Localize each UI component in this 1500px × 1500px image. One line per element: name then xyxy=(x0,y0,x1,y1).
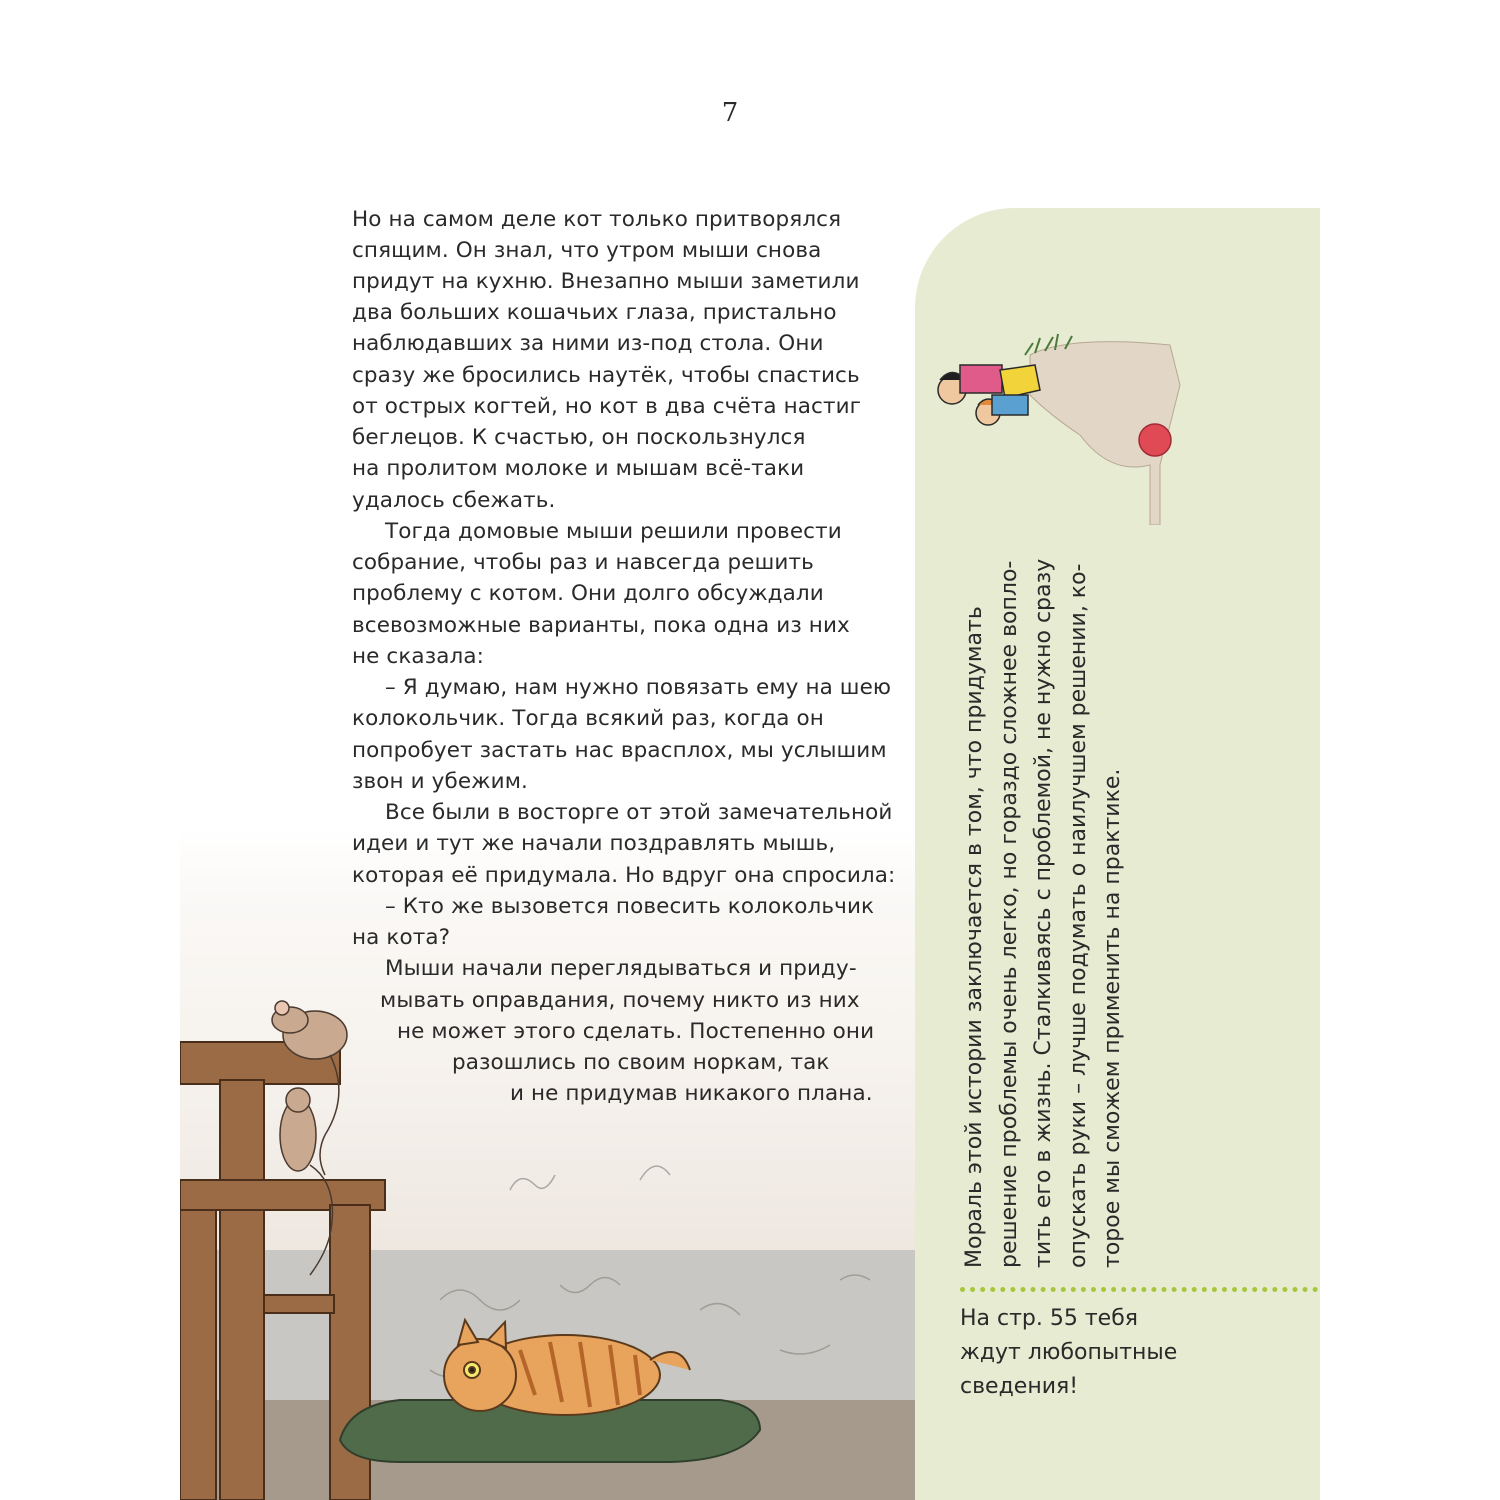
story-line: не может этого сделать. Постепенно они xyxy=(397,1019,875,1044)
story-line: идеи и тут же начали поздравлять мышь, xyxy=(352,831,836,856)
moral-line: тить его в жизнь. Сталкиваясь с проблемой, не нужно сразу xyxy=(1031,558,1056,1268)
story-line: – Я думаю, нам нужно повязать ему на шею xyxy=(385,675,892,700)
moral-text xyxy=(958,488,1131,1268)
story-line: удалось сбежать. xyxy=(352,488,556,513)
moral-line: торое мы сможем применить на практике. xyxy=(1100,768,1125,1268)
story-line: беглецов. К счастью, он поскользнулся xyxy=(352,425,806,450)
story-line: наблюдавших за ними из-под стола. Они xyxy=(352,331,824,356)
child-figures xyxy=(938,365,1040,425)
story-line: разошлись по своим норкам, так xyxy=(452,1050,830,1075)
story-line: не сказала: xyxy=(352,644,484,669)
note-line: ждут любопытные xyxy=(960,1340,1178,1365)
story-line: мывать оправдания, почему никто из них xyxy=(380,988,860,1013)
story-line: придут на кухню. Внезапно мыши заметили xyxy=(352,269,860,294)
story-line: собрание, чтобы раз и навсегда решить xyxy=(352,550,814,575)
story-line: Но на самом деле кот только притворялся xyxy=(352,207,842,232)
story-line: звон и убежим. xyxy=(352,769,528,794)
story-line: проблему с котом. Они долго обсуждали xyxy=(352,581,824,606)
story-line: колокольчик. Тогда всякий раз, когда он xyxy=(352,706,824,731)
story-line: спящим. Он знал, что утром мыши снова xyxy=(352,238,822,263)
note-line: На стр. 55 тебя xyxy=(960,1306,1139,1331)
red-ball xyxy=(1139,424,1171,456)
story-line: на кота? xyxy=(352,925,451,950)
story-line: два больших кошачьих глаза, пристально xyxy=(352,300,837,325)
kitchen-illustration xyxy=(180,830,920,1500)
story-line: от острых когтей, но кот в два счёта настиг xyxy=(352,394,862,419)
story-line: всевозможные варианты, пока одна из них xyxy=(352,613,850,638)
story-line: – Кто же вызовется повесить колокольчик xyxy=(385,894,875,919)
page-number: 7 xyxy=(721,98,739,128)
moral-line: Мораль этой истории заключается в том, что придумать xyxy=(962,606,987,1268)
story-line: попробует застать нас врасплох, мы услышим xyxy=(352,738,887,763)
note-line: сведения! xyxy=(960,1374,1079,1399)
moral-line: опускать руки – лучше подумать о наилучшем решении, ко- xyxy=(1065,563,1091,1268)
story-line: Все были в восторге от этой замечательной xyxy=(385,800,893,825)
page-reference-note xyxy=(960,1302,1300,1404)
moral-line: решение проблемы очень легко, но гораздо сложнее вопло- xyxy=(996,560,1022,1268)
story-line: на пролитом молоке и мышам всё-таки xyxy=(352,456,805,481)
story-line: и не придумав никакого плана. xyxy=(510,1081,873,1106)
story-line: сразу же бросились наутёк, чтобы спастись xyxy=(352,363,860,388)
story-line: которая её придумала. Но вдруг она спросила: xyxy=(352,863,896,888)
story-line: Тогда домовые мыши решили провести xyxy=(385,519,842,544)
story-line: Мыши начали переглядываться и приду- xyxy=(385,956,857,981)
dotted-divider xyxy=(960,1287,1318,1292)
